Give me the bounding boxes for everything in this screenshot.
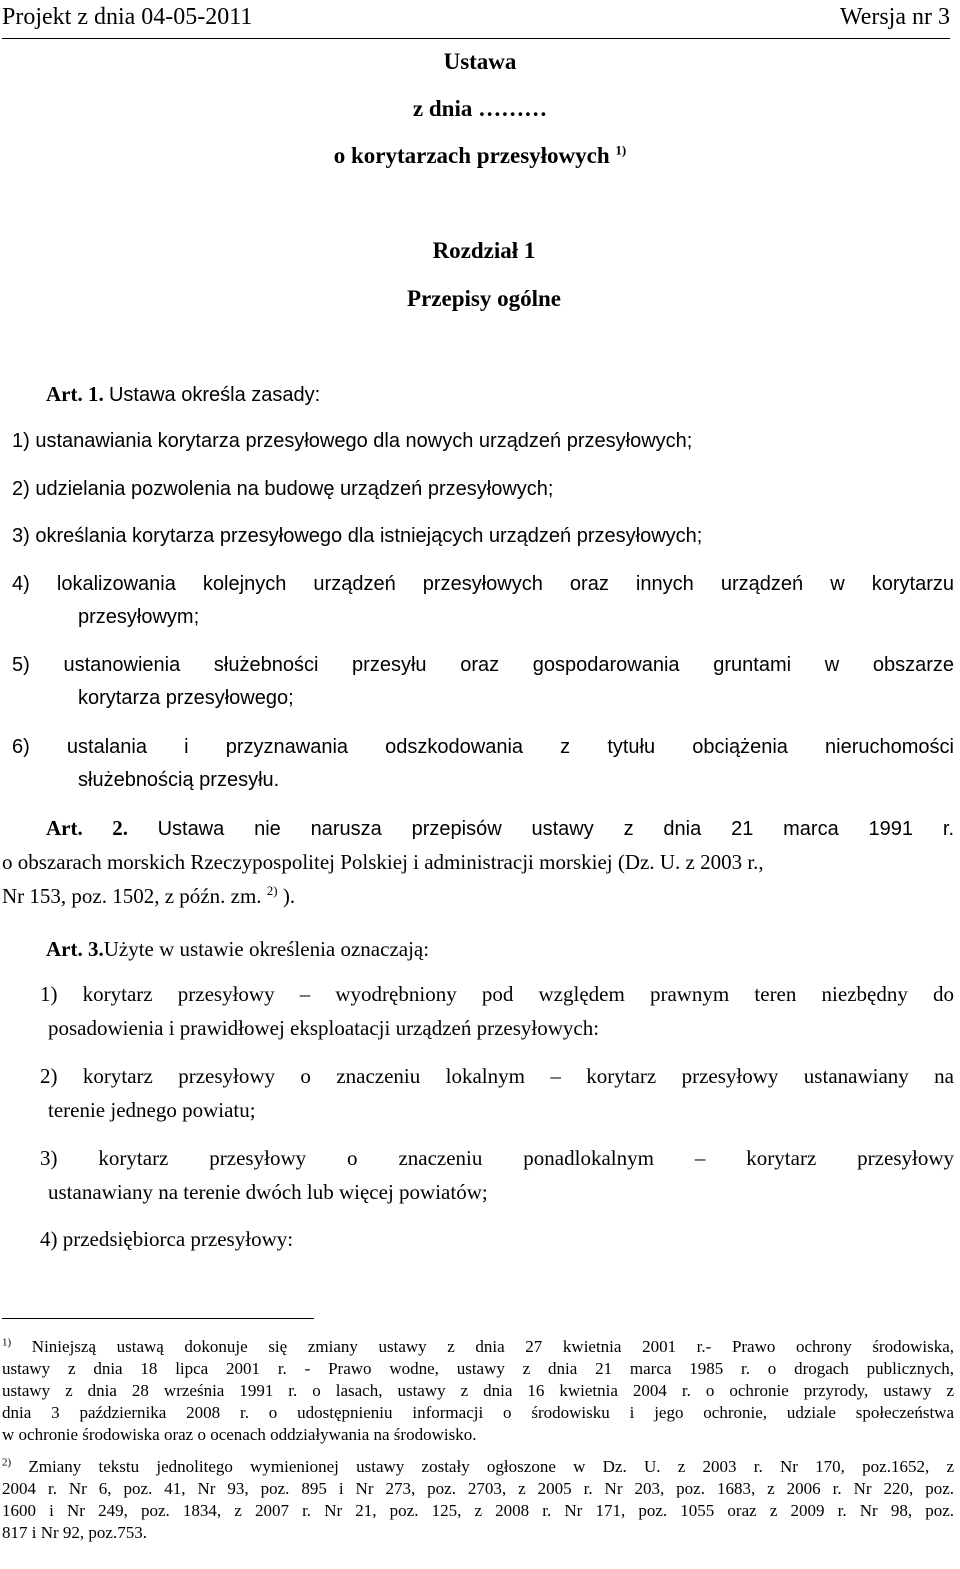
art3-intro: Użyte w ustawie określenia oznaczają: — [103, 937, 430, 961]
project-date: Projekt z dnia 04-05-2011 — [2, 4, 253, 30]
art1-item-5-cont: korytarza przesyłowego; — [78, 687, 294, 709]
art2-line-2: o obszarach morskich Rzeczypospolitej Polskiej i administracji morskiej (Dz. U. z 2003 r., — [2, 850, 764, 874]
art2-label: Art. 2. — [46, 816, 129, 840]
chapter-number: Rozdział 1 — [432, 238, 536, 263]
art3-item-4: 4) przedsiębiorca przesyłowy: — [40, 1227, 294, 1251]
art3-item-3: 3) korytarz przesyłowy o znaczeniu ponadlokalnym – korytarz przesyłowy — [40, 1146, 954, 1170]
art3-item-1-cont: posadowienia i prawidłowej eksploatacji urządzeń przesyłowych: — [48, 1016, 600, 1040]
footnote-ref-1: 1) — [615, 142, 627, 158]
footnote-1-line-3: ustawy z dnia 28 września 1991 r. o lasach, ustawy z dnia 16 kwietnia 2004 r. o ochronie przyrody, ustawy z — [2, 1381, 954, 1400]
art3-item-1: 1) korytarz przesyłowy – wyodrębniony pod względem prawnym teren niezbędny do — [40, 982, 954, 1006]
act-title: Ustawa — [443, 49, 517, 74]
art1-intro: Ustawa określa zasady: — [108, 384, 321, 406]
art1-item-4-cont: przesyłowym; — [78, 606, 200, 628]
art2-text-3b: ). — [282, 884, 296, 908]
act-date: z dnia ……… — [412, 96, 548, 121]
chapter-name: Przepisy ogólne — [407, 286, 561, 311]
footnote-2-line-1 — [2, 1456, 954, 1478]
art1-label: Art. 1. — [46, 382, 104, 406]
footnote-2 — [2, 1456, 954, 1544]
art2-line-1 — [46, 814, 954, 843]
act-subject-text: o korytarzach przesyłowych — [333, 143, 610, 168]
footnote-1-line-1 — [2, 1336, 954, 1358]
act-subject — [0, 141, 960, 171]
footnote-1 — [2, 1336, 954, 1446]
page-header — [2, 0, 950, 39]
footnote-2-line-3: 1600 i Nr 249, poz. 1834, z 2007 r. Nr 21, poz. 125, z 2008 r. Nr 171, poz. 1055 oraz z 2009 r. Nr 98, poz. — [2, 1501, 954, 1520]
footnote-separator — [2, 1318, 314, 1319]
footnote-ref-2: 2) — [266, 883, 278, 898]
art1-item-6-cont: służebnością przesyłu. — [78, 769, 280, 791]
art3-item-2: 2) korytarz przesyłowy o znaczeniu lokalnym – korytarz przesyłowy ustanawiany na — [40, 1064, 954, 1088]
footnote-1-mark: 1) — [2, 1336, 12, 1349]
art3-item-2-cont: terenie jednego powiatu; — [48, 1098, 256, 1122]
art1-item-4: 4) lokalizowania kolejnych urządzeń przesyłowych oraz innych urządzeń w korytarzu — [12, 573, 954, 595]
art1-heading — [46, 380, 320, 409]
version-label: Wersja nr 3 — [839, 4, 950, 30]
footnote-1-line-2: ustawy z dnia 18 lipca 2001 r. - Prawo wodne, ustawy z dnia 21 marca 1985 r. o drogach publicznych, — [2, 1359, 954, 1378]
art3-label: Art. 3. — [46, 937, 104, 961]
art2-line-3 — [2, 882, 295, 910]
footnote-1-line-5: w ochronie środowiska oraz o ocenach oddziaływania na środowisko. — [2, 1425, 477, 1444]
footnote-2-line-2: 2004 r. Nr 6, poz. 41, Nr 93, poz. 895 i Nr 273, poz. 2703, z 2005 r. Nr 203, poz. 1683, z 2006 r. Nr 220, poz. — [2, 1479, 954, 1498]
art2-text-1: Ustawa nie narusza przepisów ustawy z dnia 21 marca 1991 r. — [157, 818, 955, 840]
art2-text-3a: Nr 153, poz. 1502, z późn. zm. — [2, 884, 262, 908]
art3-item-3-cont: ustanawiany na terenie dwóch lub więcej powiatów; — [48, 1180, 488, 1204]
footnote-2-text-1: Zmiany tekstu jednolitego wymienionej ustawy zostały ogłoszone w Dz. U. z 2003 r. Nr 170, poz.1652, z — [28, 1457, 954, 1476]
art1-item-5: 5) ustanowienia służebności przesyłu oraz gospodarowania gruntami w obszarze — [12, 654, 954, 676]
footnote-1-line-4: dnia 3 października 2008 r. o udostępnieniu informacji o środowisku i jego ochronie, udziale społeczeństwa — [2, 1403, 954, 1422]
footnote-1-text-1: Niniejszą ustawą dokonuje się zmiany ustawy z dnia 27 kwietnia 2001 r.- Prawo ochrony środowiska, — [31, 1337, 955, 1356]
footnote-2-mark: 2) — [2, 1456, 12, 1469]
art1-item-1: 1) ustanawiania korytarza przesyłowego dla nowych urządzeń przesyłowych; — [12, 430, 693, 452]
art1-item-3: 3) określania korytarza przesyłowego dla istniejących urządzeń przesyłowych; — [12, 525, 703, 547]
art1-item-2: 2) udzielania pozwolenia na budowę urządzeń przesyłowych; — [12, 478, 554, 500]
art1-item-6: 6) ustalania i przyznawania odszkodowania z tytułu obciążenia nieruchomości — [12, 736, 954, 758]
art3-heading — [46, 935, 429, 963]
footnote-2-line-4: 817 i Nr 92, poz.753. — [2, 1523, 147, 1542]
